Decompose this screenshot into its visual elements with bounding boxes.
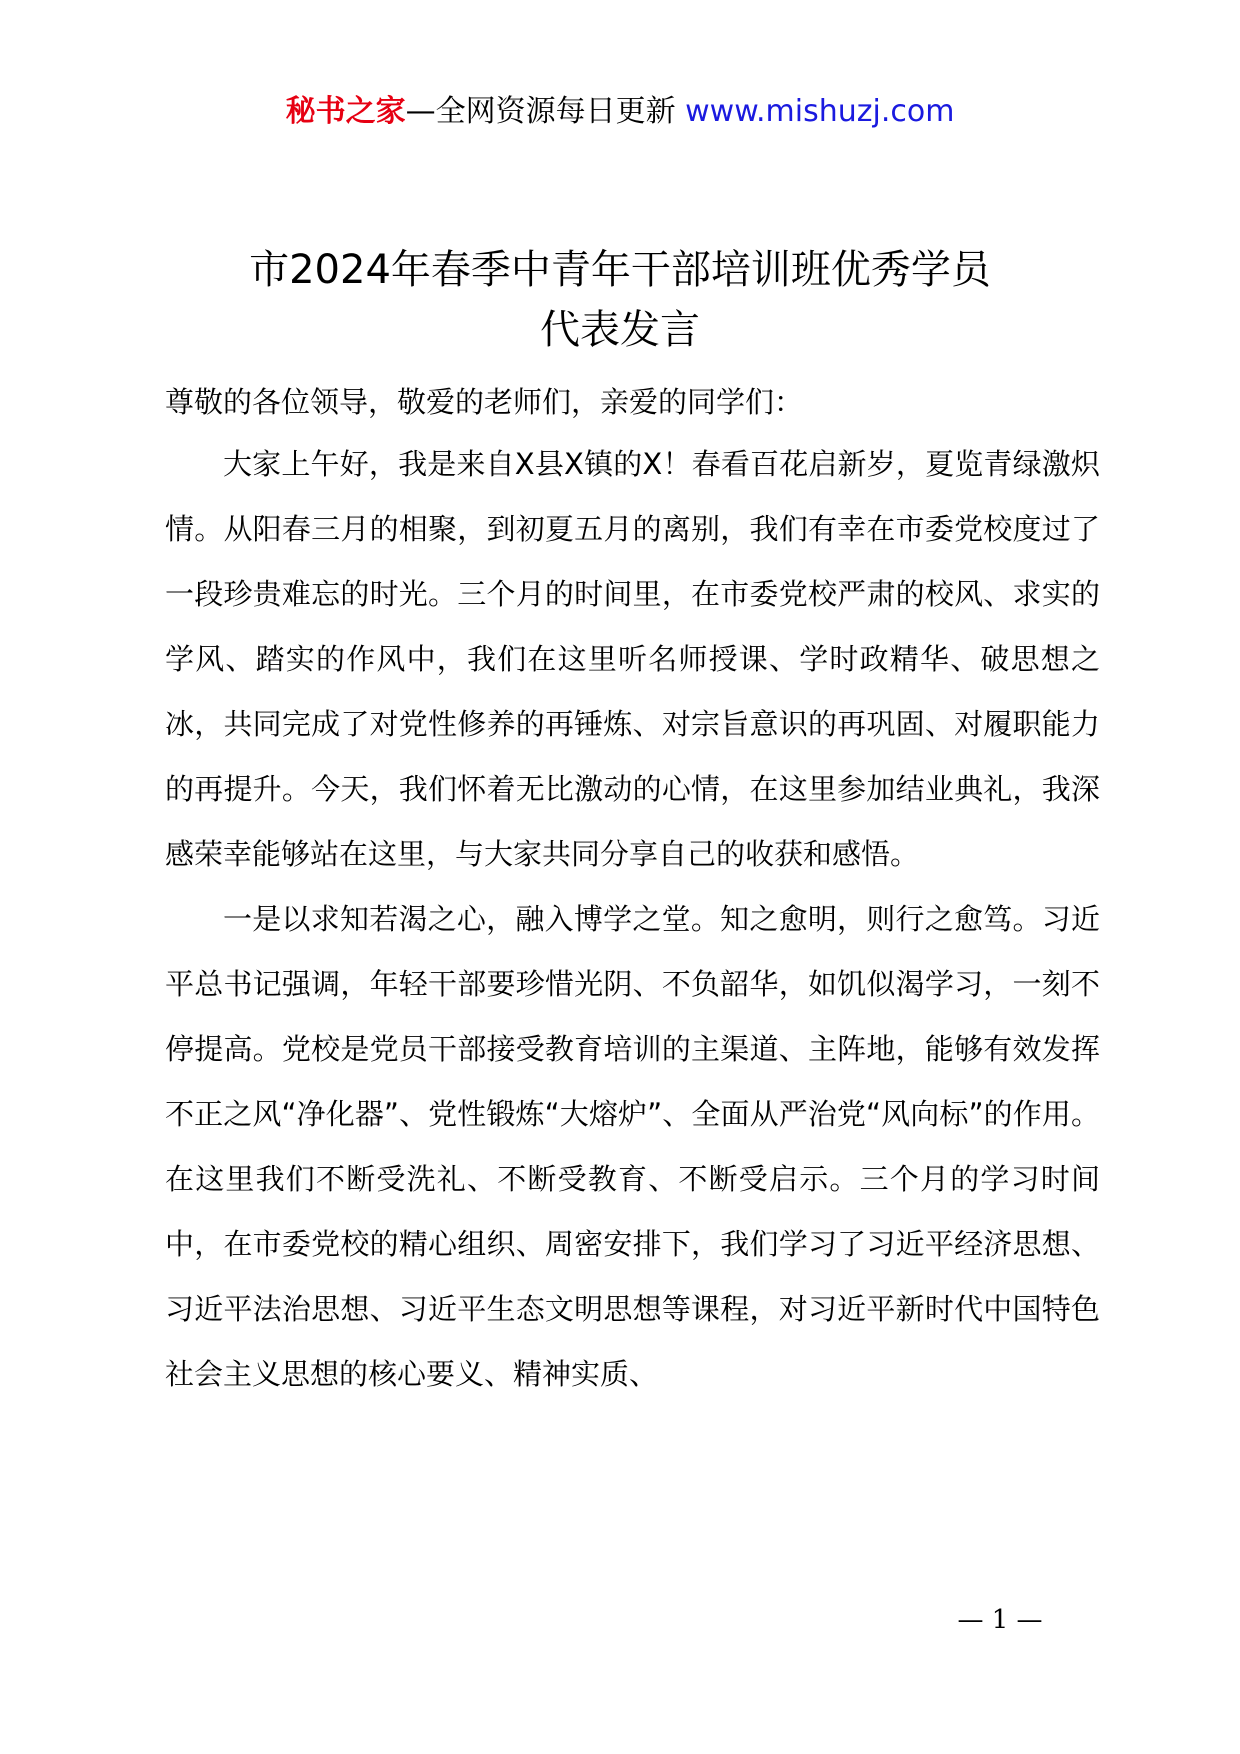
site-url-link[interactable]: www.mishuzj.com: [685, 94, 955, 129]
document-body: [165, 372, 1100, 1407]
paragraph-intro: 大家上午好，我是来自X县X镇的X！春看百花启新岁，夏览青绿激炽情。从阳春三月的相聚，到初夏五月的离别，我们有幸在市委党校度过了一段珍贵难忘的时光。三个月的时间里，在市委党校严肃的校风、求实的学风、踏实的作风中，我们在这里听名师授课、学时政精华、破思想之冰，共同完成了对党性修养的再锤炼、对宗旨意识的再巩固、对履职能力的再提升。今天，我们怀着无比激动的心情，在这里参加结业典礼，我深感荣幸能够站在这里，与大家共同分享自己的收获和感悟。: [165, 447, 1100, 871]
document-title-line-1: 市2024年春季中青年干部培训班优秀学员: [249, 247, 991, 293]
document-title-line-2: 代表发言: [540, 307, 700, 353]
site-header: [0, 92, 1240, 132]
salutation: 尊敬的各位领导，敬爱的老师们，亲爱的同学们：: [165, 385, 804, 419]
document-title: [150, 240, 1090, 360]
page-number: — 1 —: [957, 1605, 1043, 1635]
site-brand: 秘书之家: [285, 94, 406, 129]
site-tagline: —全网资源每日更新: [405, 94, 676, 129]
paragraph-point-one: 一是以求知若渴之心，融入博学之堂。知之愈明，则行之愈笃。习近平总书记强调，年轻干部要珍惜光阴、不负韶华，如饥似渴学习，一刻不停提高。党校是党员干部接受教育培训的主渠道、主阵地，能够有效发挥不正之风“净化器”、党性锻炼“大熔炉”、全面从严治党“风向标”的作用。在这里我们不断受洗礼、不断受教育、不断受启示。三个月的学习时间中，在市委党校的精心组织、周密安排下，我们学习了习近平经济思想、习近平法治思想、习近平生态文明思想等课程，对习近平新时代中国特色社会主义思想的核心要义、精神实质、: [165, 902, 1100, 1391]
